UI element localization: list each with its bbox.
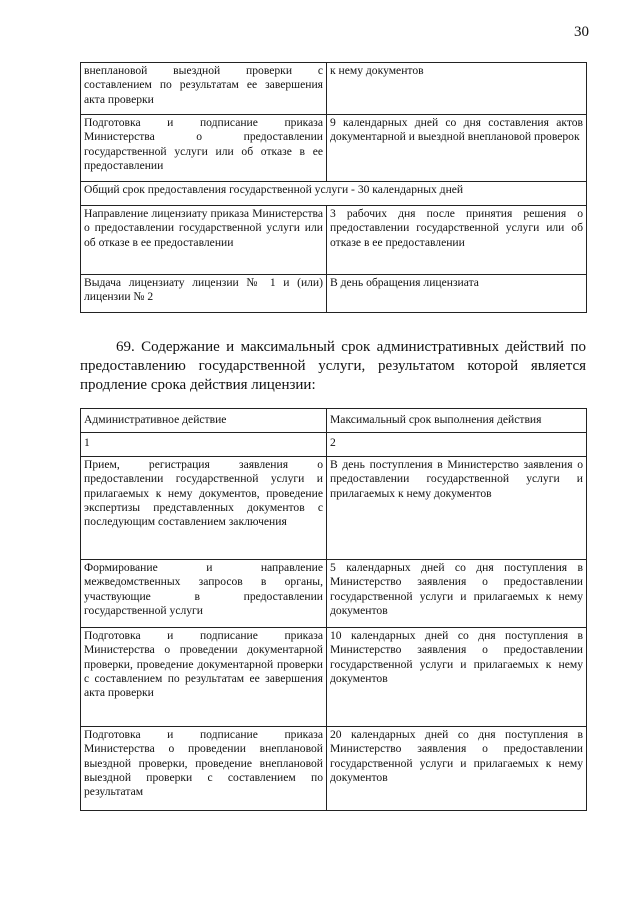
table-number-row — [81, 433, 587, 456]
table-row — [81, 627, 587, 726]
action-cell: Направление лицензиату приказа Министерства о предоставлении государственной услуги или об отказе в ее предоставлении — [81, 206, 327, 275]
column-header-term: Максимальный срок выполнения действия — [327, 409, 587, 433]
column-number: 2 — [327, 433, 587, 456]
term-cell: В день поступления в Министерство заявления о предоставлении государственной услуги и прилагаемых к нему документов — [327, 456, 587, 559]
action-cell: Прием, регистрация заявления о предоставлении государственной услуги и прилагаемых к нему документов, проведение экспертизы представленных документов с последующим составлением заключения — [81, 456, 327, 559]
action-cell: Подготовка и подписание приказа Министерства о проведении внеплановой выездной проверки, проведение внеплановой выездной проверки с составлением по результатам — [81, 726, 327, 810]
table-row — [81, 456, 587, 559]
term-cell: 3 рабочих дня после принятия решения о предоставлении государственной услуги или об отказе в ее предоставлении — [327, 206, 587, 275]
section-69-paragraph: 69. Содержание и максимальный срок административных действий по предоставлению государственной услуги, результатом которой является продление срока действия лицензии: — [80, 339, 586, 393]
table-row — [81, 206, 587, 275]
action-cell: Подготовка и подписание приказа Министерства о проведении документарной проверки, проведение документарной проверки с составлением по результатам ее завершения акта проверки — [81, 627, 327, 726]
table-license-extension — [80, 408, 587, 811]
table-row-total — [81, 182, 587, 206]
action-cell: Формирование и направление межведомственных запросов в органы, участвующие в предоставлении государственной услуги — [81, 559, 327, 627]
table-row — [81, 559, 587, 627]
action-cell: Выдача лицензиату лицензии № 1 и (или) лицензии № 2 — [81, 275, 327, 313]
table-row — [81, 726, 587, 810]
table-row — [81, 115, 587, 182]
page-number: 30 — [574, 24, 589, 40]
term-cell: В день обращения лицензиата — [327, 275, 587, 313]
term-cell: 10 календарных дней со дня поступления в Министерство заявления о предоставлении государственной услуги и прилагаемых к нему документов — [327, 627, 587, 726]
term-cell: к нему документов — [327, 63, 587, 115]
total-term-cell: Общий срок предоставления государственной услуги - 30 календарных дней — [81, 182, 587, 206]
table-row — [81, 63, 587, 115]
table-continued-procedure — [80, 62, 587, 313]
table-header-row — [81, 409, 587, 433]
action-cell: внеплановой выездной проверки с составлением по результатам ее завершения акта проверки — [81, 63, 327, 115]
column-number: 1 — [81, 433, 327, 456]
action-cell: Подготовка и подписание приказа Министерства о предоставлении государственной услуги или об отказе в ее предоставлении — [81, 115, 327, 182]
term-cell: 20 календарных дней со дня поступления в Министерство заявления о предоставлении государственной услуги и прилагаемых к нему документов — [327, 726, 587, 810]
term-cell: 5 календарных дней со дня поступления в Министерство заявления о предоставлении государственной услуги и прилагаемых к нему документов — [327, 559, 587, 627]
term-cell: 9 календарных дней со дня составления актов документарной и выездной внеплановой проверок — [327, 115, 587, 182]
table-row — [81, 275, 587, 313]
column-header-action: Административное действие — [81, 409, 327, 433]
